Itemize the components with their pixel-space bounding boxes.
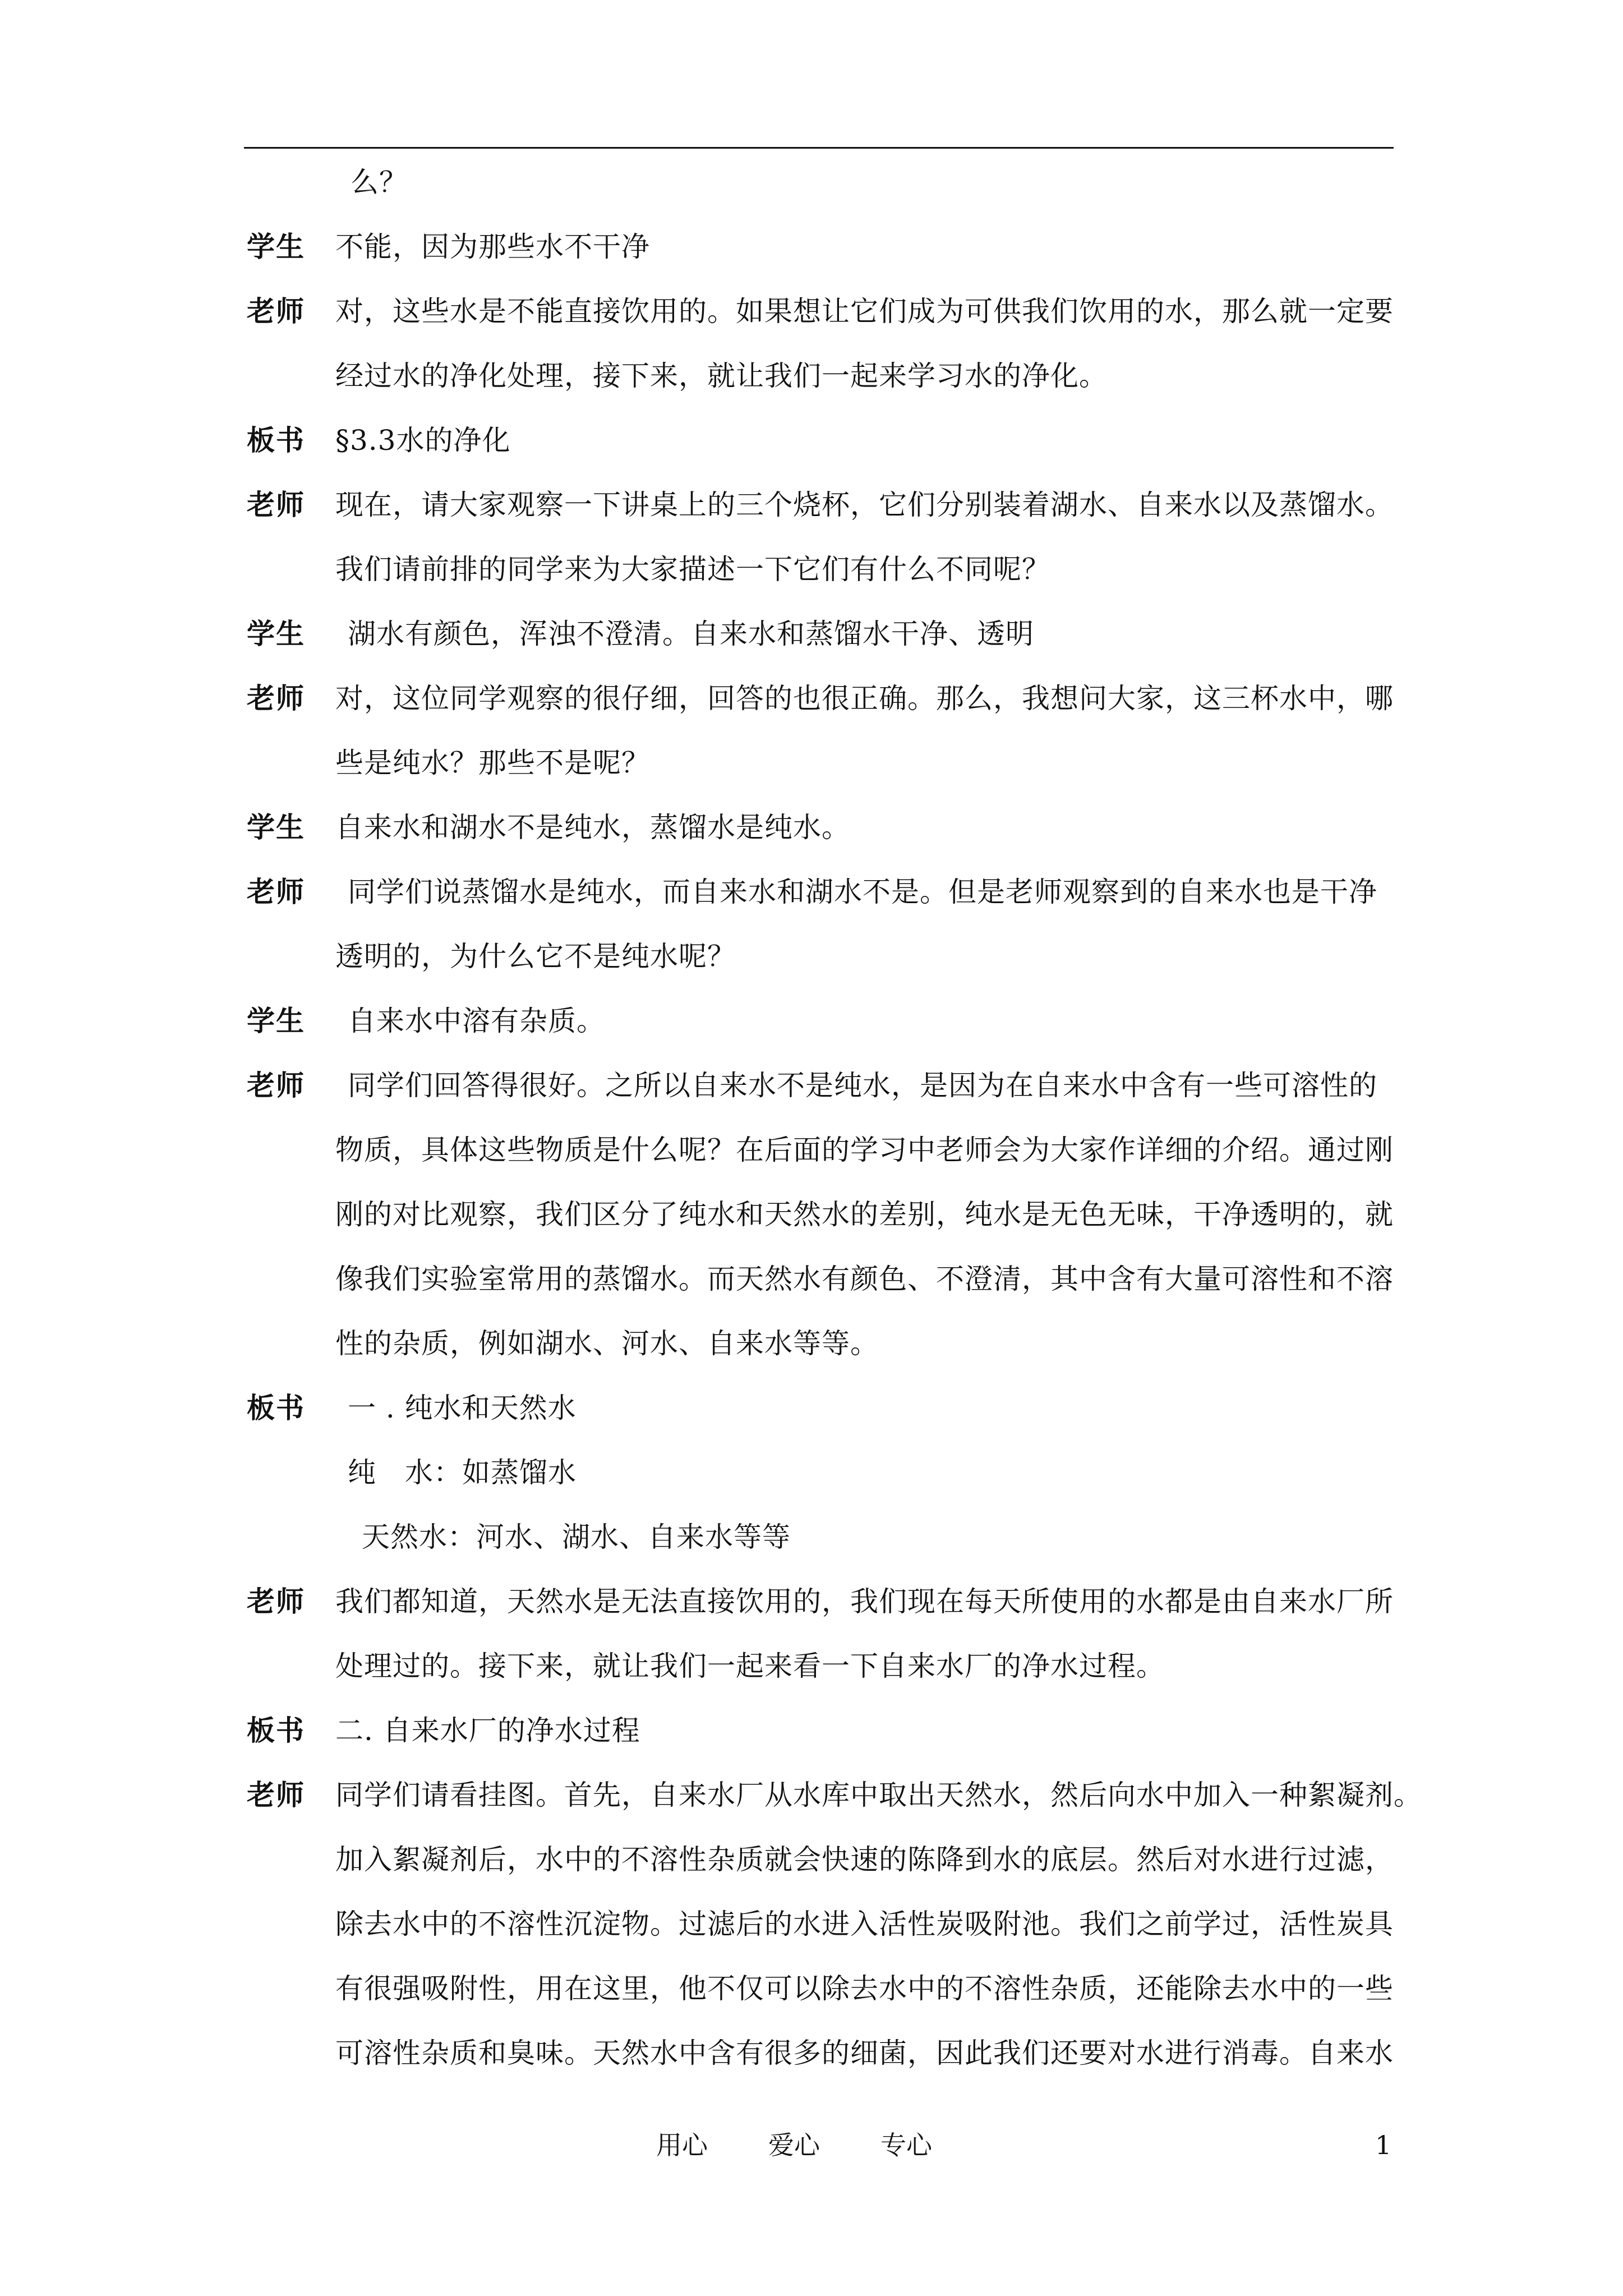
speaker-label: 板书 <box>247 1391 305 1424</box>
speaker-label: 学生 <box>247 230 305 263</box>
text-line: 自来水中溶有杂质。 <box>348 1005 605 1037</box>
footer-motto-1: 用心 <box>656 2130 708 2160</box>
text-line: 经过水的净化处理，接下来，就让我们一起来学习水的净化。 <box>335 360 1108 392</box>
text-line: 些是纯水？那些不是呢？ <box>335 747 650 779</box>
text-line: §3.3水的净化 <box>335 424 511 457</box>
speaker-label: 学生 <box>247 811 305 844</box>
text-line: 处理过的。接下来，就让我们一起来看一下自来水厂的净水过程。 <box>335 1650 1165 1682</box>
speaker-label: 老师 <box>247 1069 305 1102</box>
speaker-label: 老师 <box>247 488 305 521</box>
text-line: 我们请前排的同学来为大家描述一下它们有什么不同呢？ <box>335 553 1050 586</box>
text-line: 同学们回答得很好。之所以自来水不是纯水，是因为在自来水中含有一些可溶性的 <box>348 1069 1377 1102</box>
text-line: 可溶性杂质和臭味。天然水中含有很多的细菌，因此我们还要对水进行消毒。自来水 <box>335 2037 1394 2069</box>
speaker-label: 老师 <box>247 1778 305 1811</box>
text-line: 不能，因为那些水不干净 <box>335 231 650 263</box>
text-line: 对，这些水是不能直接饮用的。如果想让它们成为可供我们饮用的水，那么就一定要 <box>335 295 1394 328</box>
text-line: 纯 水：如蒸馏水 <box>348 1456 577 1489</box>
text-line: 一 . 纯水和天然水 <box>348 1392 577 1424</box>
speaker-label: 老师 <box>247 295 305 328</box>
speaker-label: 学生 <box>247 1004 305 1037</box>
text-line: 除去水中的不溶性沉淀物。过滤后的水进入活性炭吸附池。我们之前学过，活性炭具 <box>335 1908 1394 1940</box>
speaker-label: 学生 <box>247 617 305 650</box>
text-line: 同学们请看挂图。首先，自来水厂从水库中取出天然水，然后向水中加入一种絮凝剂。 <box>335 1779 1422 1811</box>
speaker-label: 老师 <box>247 875 305 908</box>
text-line: 天然水：河水、湖水、自来水等等 <box>362 1521 791 1553</box>
text-line: 湖水有颜色，浑浊不澄清。自来水和蒸馏水干净、透明 <box>348 618 1034 650</box>
header-rule <box>244 147 1394 149</box>
text-line: 么？ <box>351 166 408 199</box>
page-number: 1 <box>1375 2130 1392 2160</box>
text-line: 性的杂质，例如湖水、河水、自来水等等。 <box>335 1327 879 1360</box>
text-line: 自来水和湖水不是纯水，蒸馏水是纯水。 <box>335 811 850 844</box>
speaker-label: 板书 <box>247 424 305 457</box>
text-line: 二. 自来水厂的净水过程 <box>335 1714 640 1747</box>
text-line: 像我们实验室常用的蒸馏水。而天然水有颜色、不澄清，其中含有大量可溶性和不溶 <box>335 1263 1394 1295</box>
speaker-label: 老师 <box>247 1585 305 1618</box>
text-line: 透明的，为什么它不是纯水呢？ <box>335 940 736 973</box>
text-line: 物质，具体这些物质是什么呢？在后面的学习中老师会为大家作详细的介绍。通过刚 <box>335 1134 1394 1166</box>
text-line: 刚的对比观察，我们区分了纯水和天然水的差别，纯水是无色无味，干净透明的，就 <box>335 1198 1394 1231</box>
text-line: 同学们说蒸馏水是纯水，而自来水和湖水不是。但是老师观察到的自来水也是干净 <box>348 876 1377 908</box>
text-line: 现在，请大家观察一下讲桌上的三个烧杯，它们分别装着湖水、自来水以及蒸馏水。 <box>335 489 1394 521</box>
text-line: 有很强吸附性，用在这里，他不仅可以除去水中的不溶性杂质，还能除去水中的一些 <box>335 1972 1394 2005</box>
text-line: 我们都知道，天然水是无法直接饮用的，我们现在每天所使用的水都是由自来水厂所 <box>335 1585 1394 1618</box>
speaker-label: 板书 <box>247 1714 305 1747</box>
footer-motto-2: 爱心 <box>768 2130 820 2160</box>
footer-motto-3: 专心 <box>880 2130 932 2160</box>
text-line: 加入絮凝剂后，水中的不溶性杂质就会快速的陈降到水的底层。然后对水进行过滤， <box>335 1843 1394 1876</box>
text-line: 对，这位同学观察的很仔细，回答的也很正确。那么，我想问大家，这三杯水中，哪 <box>335 682 1394 715</box>
speaker-label: 老师 <box>247 682 305 715</box>
